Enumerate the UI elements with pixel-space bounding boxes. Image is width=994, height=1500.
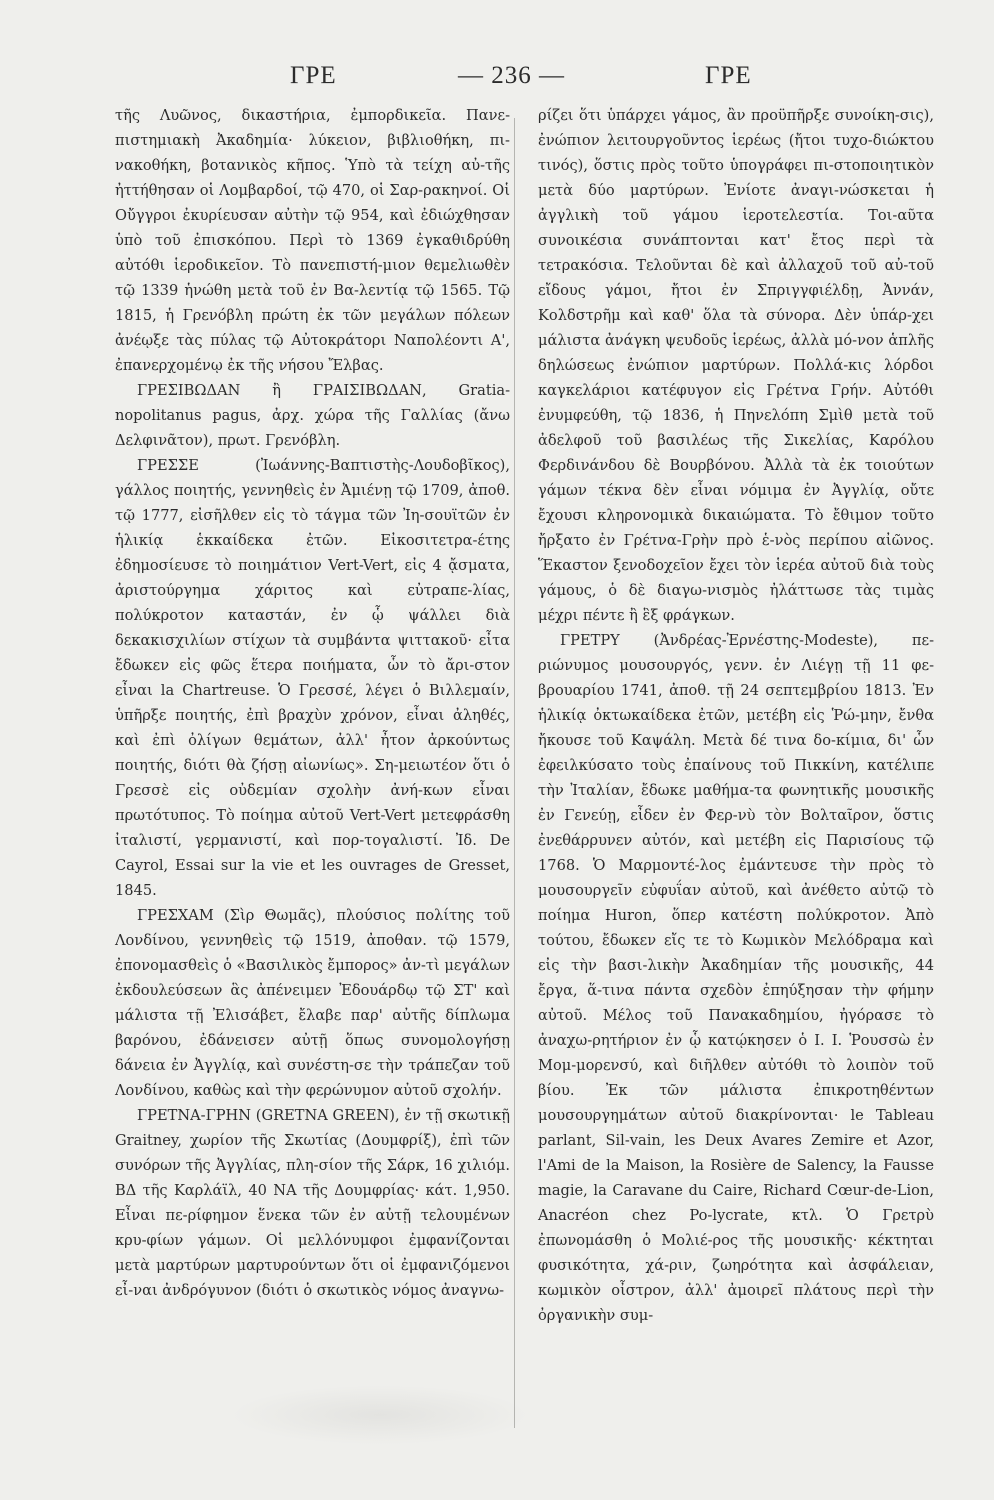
left-column [115, 103, 510, 1303]
running-header [100, 62, 960, 102]
entry-paragraph: ρίζει ὅτι ὑπάρχει γάμος, ἂν προϋπῆρξε συνοίκη-σις), ἐνώπιον λειτουργοῦντος ἱερέως (ἤτοι τυχο-διώκτου τινός), ὅστις πρὸς τοῦτο ὑπογράφει πι-στοποιητικὸν μετὰ δύο μαρτύρων. Ἐνίοτε ἀναγι-νώσκεται ἡ ἀγγλικὴ τοῦ γάμου ἱεροτελεστία. Τοι-αῦτα συνοικέσια συνάπτονται κατ' ἔτος περὶ τὰ τετρακόσια. Τελοῦνται δὲ καὶ ἀλλαχοῦ τοῦ αὐ-τοῦ εἴδους γάμοι, ἤτοι ἐν Σπριγγφιέλδῃ, Ἀννάν, Κολδστρῆμ καὶ καθ' ὅλα τὰ σύνορα. Δὲν ὑπάρ-χει μάλιστα ἀνάγκη ψευδοῦς ἱερέως, ἀλλὰ μό-νον ἁπλῆς δηλώσεως ἐνώπιον μαρτύρων. Πολλά-κις λόρδοι καγκελάριοι κατέφυγον εἰς Γρέτνα Γρήν. Αὐτόθι ἐνυμφεύθη, τῷ 1836, ἡ Πηνελόπη Σμὶθ μετὰ τοῦ ἀδελφοῦ τοῦ βασιλέως τῆς Σικελίας, Καρόλου Φερδινάνδου δὲ Βουρβόνου. Ἀλλὰ τὰ ἐκ τοιούτων γάμων τέκνα δὲν εἶναι νόμιμα ἐν Ἀγγλίᾳ, οὔτε ἔχουσι κληρονομικὰ δικαιώματα. Τὸ ἔθιμον τοῦτο ἤρξατο ἐν Γρέτνα-Γρὴν πρὸ ἑ-νὸς περίπου αἰῶνος. Ἕκαστον ξενοδοχεῖον ἔχει τὸν ἱερέα αὐτοῦ διὰ τοὺς γάμους, ὁ δὲ διαγω-νισμὸς ἠλάττωσε τὰς τιμὰς μέχρι πέντε ἢ ἓξ φράγκων. [538, 107, 934, 624]
page-number: — 236 — [458, 62, 565, 89]
entry-paragraph: ΓΡΕΣΣΕ (Ἰωάννης-Βαπτιστὴς-Λουδοβῖκος), γάλλος ποιητής, γεννηθεὶς ἐν Ἀμιένῃ τῷ 1709, ἀποθ. τῷ 1777, εἰσῆλθεν εἰς τὸ τάγμα τῶν Ἰη-σουϊτῶν ἐν ἡλικίᾳ ἑκκαίδεκα ἐτῶν. Εἰκοσιτετρα-έτης ἐδημοσίευσε τὸ ποιημάτιον Vert-Vert, εἰς 4 ᾄσματα, ἀριστούργημα χάριτος καὶ εὐτραπε-λίας, πολύκροτον καταστάν, ἐν ᾧ ψάλλει διὰ δεκακισχιλίων στίχων τὰ συμβάντα ψιττακοῦ· εἶτα ἔδωκεν εἰς φῶς ἕτερα ποιήματα, ὧν τὸ ἄρι-στον εἶναι la Chartreuse. Ὁ Γρεσσέ, λέγει ὁ Βιλλεμαίν, ὑπῆρξε ποιητής, ἐπὶ βραχὺν χρόνον, εἶναι ἀληθές, καὶ ἐπὶ ὀλίγων θεμάτων, ἀλλ' ἦτον ἀρκούντως ποιητής, διότι θὰ ζήσῃ αἰωνίως». Ση-μειωτέον ὅτι ὁ Γρεσσὲ εἰς οὐδεμίαν σχολὴν ἀνή-κων εἶναι πρωτότυπος. Τὸ ποίημα αὐτοῦ Vert-Vert μετεφράσθη ἰταλιστί, γερμανιστί, καὶ πορ-τογαλιστί. Ἰδ. De Cayrol, Essai sur la vie et les ouvrages de Gresset, 1845. [115, 457, 510, 899]
entry-paragraph: ΓΡΕΣΙΒΩΔΑΝ ἢ ΓΡΑΙΣΙΒΩΔΑΝ, Gratia-nopolitanus pagus, ἀρχ. χώρα τῆς Γαλλίας (ἄνω Δελφινᾶτον), πρωτ. Γρενόβλη. [115, 382, 510, 449]
page-stain [230, 1385, 530, 1445]
entry-paragraph: ΓΡΕΤΝΑ-ΓΡΗΝ (GRETNA GREEN), ἐν τῇ σκωτικῇ Graitney, χωρίον τῆς Σκωτίας (Δουμφρίξ), ἐπὶ τῶν συνόρων τῆς Ἀγγλίας, πλη-σίον τῆς Σάρκ, 16 χιλιόμ. ΒΔ τῆς Καρλάϊλ, 40 ΝΑ τῆς Δουμφρίας· κάτ. 1,950. Εἶναι πε-ρίφημον ἕνεκα τῶν ἐν αὐτῇ τελουμένων κρυ-φίων γάμων. Οἱ μελλόνυμφοι ἐμφανίζονται μετὰ μαρτύρων μαρτυρούντων ὅτι οἱ ἐμφανιζόμενοι εἶ-ναι ἀνδρόγυνον (διότι ὁ σκωτικὸς νόμος ἀναγνω- [115, 1107, 510, 1299]
entry-paragraph: τῆς Λυῶνος, δικαστήρια, ἐμπορδικεῖα. Πανε-πιστημιακὴ Ἀκαδημία· λύκειον, βιβλιοθήκη, πι-νακοθήκη, βοτανικὸς κῆπος. Ὑπὸ τὰ τείχη αὐ-τῆς ἠττήθησαν οἱ Λομβαρδοί, τῷ 470, οἱ Σαρ-ρακηνοί. Οἱ Οὔγγροι ἐκυρίευσαν αὐτὴν τῷ 954, καὶ ἐδιώχθησαν ὑπὸ τοῦ ἐπισκόπου. Περὶ τὸ 1369 ἐγκαθιδρύθη αὐτόθι ἱεροδικεῖον. Τὸ πανεπιστή-μιον θεμελιωθὲν τῷ 1339 ἡνώθη μετὰ τοῦ ἐν Βα-λεντίᾳ τῷ 1565. Τῷ 1815, ἡ Γρενόβλη πρώτη ἐκ τῶν μεγάλων πόλεων ἀνέῳξε τὰς πύλας τῷ Αὐτοκράτορι Ναπολέοντι Α', ἐπανερχομένῳ ἐκ τῆς νήσου Ἔλβας. [115, 107, 510, 374]
entry-paragraph: ΓΡΕΤΡΥ (Ἀνδρέας-Ἐρνέστης-Modeste), πε-ριώνυμος μουσουργός, γενν. ἐν Λιέγῃ τῇ 11 φε-βρουαρίου 1741, ἀποθ. τῇ 24 σεπτεμβρίου 1813. Ἐν ἡλικίᾳ ὀκτωκαίδεκα ἐτῶν, μετέβη εἰς Ῥώ-μην, ἔνθα ἤκουσε τοῦ Καψάλη. Μετὰ δέ τινα δο-κίμια, δι' ὧν ἐφειλκύσατο τοὺς ἐπαίνους τοῦ Πικκίνη, κατέλιπε τὴν Ἰταλίαν, ἔδωκε μαθήμα-τα φωνητικῆς μουσικῆς ἐν Γενεύῃ, εἶδεν ἐν Φερ-νὺ τὸν Βολταῖρον, ὅστις ἐνεθάρρυνεν αὐτόν, καὶ μετέβη εἰς Παρισίους τῷ 1768. Ὁ Μαρμοντέ-λος ἐμάντευσε τὴν πρὸς τὸ μουσουργεῖν εὐφυΐαν αὐτοῦ, καὶ ἀνέθετο αὐτῷ τὸ ποίημα Huron, ὅπερ κατέστη πολύκροτον. Ἀπὸ τούτου, ἔδωκεν εἴς τε τὸ Κωμικὸν Μελόδραμα καὶ εἰς τὴν βασι-λικὴν Ἀκαδημίαν τῆς μουσικῆς, 44 ἔργα, ἅ-τινα πάντα σχεδὸν ἐπηύξησαν τὴν φήμην αὐτοῦ. Μέλος τοῦ Πανακαδημίου, ἠγόρασε τὸ ἀναχω-ρητήριον ἐν ᾧ κατῴκησεν ὁ Ι. Ι. Ῥουσσὼ ἐν Μομ-μορενσύ, καὶ διῆλθεν αὐτόθι τὸ λοιπὸν τοῦ βίου. Ἐκ τῶν μάλιστα ἐπικροτηθέντων μουσουργημάτων αὐτοῦ διακρίνονται· le Tableau parlant, Sil-vain, les Deux Avares Zemire et Azor, l'Ami de la Maison, la Rosière de Salency, la Fausse magie, la Caravane du Caire, Richard Cœur-de-Lion, Anacréon chez Po-lycrate, κτλ. Ὁ Γρετρὺ ἐπωνομάσθη ὁ Μολιέ-ρος τῆς μουσικῆς· κέκτηται φυσικότητα, χά-ριν, ζωηρότητα καὶ ἀσφάλειαν, κωμικὸν οἶστρον, ἀλλ' ἀμοιρεῖ πλάτους περὶ τὴν ὀργανικὴν συμ- [538, 632, 934, 1324]
entry-paragraph: ΓΡΕΣΧΑΜ (Σὶρ Θωμᾶς), πλούσιος πολίτης τοῦ Λονδίνου, γεννηθεὶς τῷ 1519, ἀποθαν. τῷ 1579, ἐπονομασθεὶς ὁ «Βασιλικὸς ἔμπορος» ἀν-τὶ μεγάλων ἐκδουλεύσεων ἃς ἀπένειμεν Ἐδουάρδῳ τῷ ΣΤ' καὶ μάλιστα τῇ Ἐλισάβετ, ἔλαβε παρ' αὐτῆς δίπλωμα βαρόνου, ἐδάνεισεν αὐτῇ ὅπως συνομολογήσῃ δάνεια ἐν Ἀγγλίᾳ, καὶ συνέστη-σε τὴν τράπεζαν τοῦ Λονδίνου, καθὼς καὶ τὴν φερώνυμον αὐτοῦ σχολήν. [115, 907, 510, 1099]
header-right-word: ΓΡΕ [705, 62, 752, 89]
column-divider [514, 118, 515, 1428]
header-left-word: ΓΡΕ [290, 62, 337, 89]
right-column [538, 103, 934, 1328]
